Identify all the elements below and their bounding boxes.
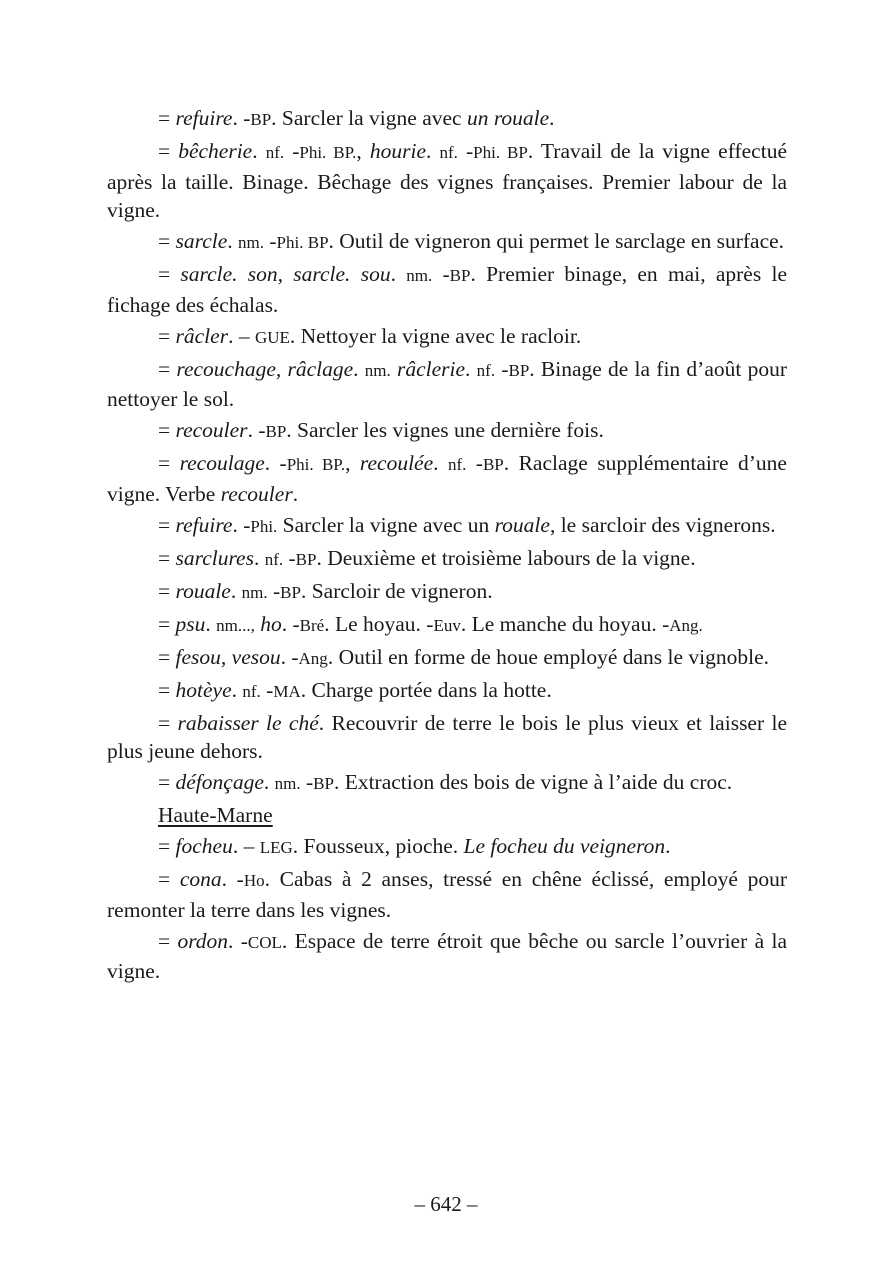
entry-text: . Binage de la fin d’août pour nettoyer le sol.: [107, 356, 787, 411]
entry-text: .: [205, 611, 217, 636]
headword: Le focheu du veigneron: [463, 834, 666, 858]
source-abbreviation: GUE: [254, 327, 290, 347]
entry-text: =: [158, 451, 180, 475]
headword: défonçage: [175, 770, 264, 794]
entry-text: .: [231, 677, 243, 702]
headword: hourie: [369, 139, 427, 163]
entry-text: =: [158, 677, 176, 702]
entry-text: .: [230, 578, 242, 603]
source-abbreviation: nf.: [439, 143, 458, 162]
entry-text: . Deuxième et troisième labours de la vigne.: [316, 545, 696, 570]
entry-text: . Premier binage, en mai, après le fichage des échalas.: [107, 262, 787, 317]
source-abbreviation: Phi.: [250, 516, 278, 536]
source-abbreviation: COL: [247, 932, 282, 952]
headword: rouale: [494, 512, 550, 537]
entry-text: =: [158, 928, 178, 953]
dictionary-entry: [107, 768, 787, 799]
source-abbreviation: nf.: [265, 143, 285, 162]
entry-text: =: [158, 262, 181, 286]
entry-text: .: [390, 262, 407, 286]
source-abbreviation: nf.: [476, 360, 496, 380]
source-abbreviation: BP: [265, 422, 287, 441]
entry-text: . Cabas à 2 anses, tressé en chêne éclissé, employé pour remonter la terre dans les vignes.: [107, 867, 787, 922]
entry-text: =: [158, 229, 176, 253]
entry-text: . Sarcler les vignes une dernière fois.: [286, 418, 604, 442]
entry-text: . Le manche du hoyau. -: [460, 611, 670, 636]
source-abbreviation: BP: [250, 110, 272, 129]
entry-text: . –: [228, 323, 255, 348]
headword: fesou, vesou: [175, 644, 281, 669]
entry-text: . -: [228, 928, 248, 953]
entry-text: Sarcler la vigne avec un: [277, 512, 495, 537]
headword: rabaisser le ché: [177, 710, 319, 735]
source-abbreviation: BP: [482, 455, 504, 474]
entry-text: .: [252, 139, 266, 163]
entry-text: =: [158, 512, 176, 537]
entry-text: =: [158, 611, 176, 636]
entry-text: =: [158, 418, 176, 442]
dictionary-entry: [107, 927, 787, 986]
dictionary-entry: [107, 643, 787, 674]
headword: un roualе: [466, 106, 550, 130]
dictionary-entry: [107, 709, 787, 766]
source-abbreviation: LEG: [259, 838, 293, 857]
source-abbreviation: BP: [280, 582, 301, 602]
source-abbreviation: nm.: [364, 360, 391, 380]
section-heading-text: [158, 803, 273, 827]
entry-text: . –: [232, 834, 260, 858]
source-abbreviation: nf.: [242, 681, 261, 701]
source-abbreviation: Euv: [433, 615, 461, 635]
headword: refuire: [175, 106, 233, 130]
headword: ordon: [177, 928, 229, 953]
entry-text: .: [665, 834, 671, 858]
entry-text: .: [292, 481, 299, 506]
entry-text: .: [549, 106, 555, 130]
headword: sarcle: [175, 229, 228, 253]
entry-text: =: [158, 710, 178, 735]
dictionary-entry: [107, 260, 787, 319]
headword: recouler: [220, 481, 293, 506]
entry-text: .: [353, 356, 365, 381]
headword: sarclures: [175, 545, 254, 570]
headword: hotèye: [175, 677, 232, 702]
entry-text: .: [465, 356, 477, 381]
dictionary-entry: [107, 104, 787, 135]
source-abbreviation: MA: [273, 681, 301, 701]
dictionary-entry: [107, 355, 787, 414]
entry-text: . Charge portée dans la hotte.: [300, 677, 552, 702]
entry-text: . Outil de vigneron qui permet le sarclage en surface.: [328, 229, 785, 253]
dictionary-entry: [107, 137, 787, 225]
dictionary-entry: [107, 322, 787, 353]
entry-text: =: [158, 834, 176, 858]
entry-text: .: [426, 139, 440, 163]
source-abbreviation: nm.: [238, 233, 264, 252]
entry-text: =: [158, 323, 176, 348]
entry-text: -: [284, 139, 300, 163]
entry-text: ,: [345, 451, 360, 475]
entry-text: =: [158, 356, 177, 381]
headword: recoulée: [359, 451, 434, 475]
entry-text: .: [227, 229, 239, 253]
entry-text: -: [466, 451, 483, 475]
dictionary-entry: [107, 832, 787, 863]
entry-text: =: [158, 139, 179, 163]
source-abbreviation: Phi. BP: [473, 143, 528, 162]
entry-text: . Sarcler la vigne avec: [271, 106, 467, 130]
headword: râcler: [175, 323, 229, 348]
entry-text: . Extraction des bois de vigne à l’aide du croc.: [333, 770, 733, 794]
entry-text: . -: [232, 512, 251, 537]
entry-text: -: [283, 545, 296, 570]
source-abbreviation: nm.: [241, 582, 268, 602]
page-number: – 642 –: [414, 1192, 478, 1216]
entry-text: =: [158, 770, 176, 794]
source-abbreviation: nm.: [274, 774, 301, 793]
entry-text: . -: [280, 644, 299, 669]
dictionary-entry: [107, 511, 787, 542]
source-abbreviation: nm.: [406, 266, 433, 285]
entry-text: . -: [264, 451, 287, 475]
entry-text: -: [457, 139, 474, 163]
dictionary-entry: [107, 227, 787, 258]
entry-text: -: [495, 356, 509, 381]
source-abbreviation: Ang: [298, 648, 328, 668]
source-abbreviation: BP: [313, 774, 334, 793]
source-abbreviation: Bré: [299, 615, 325, 635]
headword: recouchage, râclage: [176, 356, 354, 381]
headword: sarcle. son, sarcle. sou: [180, 262, 391, 286]
entry-text: . -: [281, 611, 300, 636]
source-abbreviation: nm...,: [216, 615, 255, 635]
dictionary-entry: [107, 676, 787, 707]
entry-text: .: [433, 451, 448, 475]
entry-text: =: [158, 106, 176, 130]
entry-text: ,: [356, 139, 370, 163]
entry-text: =: [158, 644, 176, 669]
headword: refuire: [175, 512, 233, 537]
headword: cona: [179, 867, 222, 891]
dictionary-entry: [107, 416, 787, 447]
entry-text: -: [432, 262, 450, 286]
entry-text: =: [158, 545, 176, 570]
entry-text: . Travail de la vigne effectué après la taille. Binage. Bêchage des vignes françaises. Premier labour de la vigne.: [107, 139, 787, 222]
entry-text: . Recouvrir de terre le bois le plus vieux et laisser le plus jeune dehors.: [107, 710, 787, 763]
headword: psu: [175, 611, 206, 636]
dictionary-entry: [107, 449, 787, 508]
entry-text: Haute-Marne: [158, 803, 273, 827]
entry-text: . Espace de terre étroit que bêche ou sarcle l’ouvrier à la vigne.: [107, 928, 787, 983]
source-abbreviation: Ho: [243, 871, 265, 890]
headword: bêcherie: [178, 139, 253, 163]
headword: focheu: [175, 834, 233, 858]
entry-text: -: [267, 578, 281, 603]
headword: râclerie: [396, 356, 466, 381]
source-abbreviation: nf.: [264, 549, 284, 569]
headword: ho: [260, 611, 282, 636]
entry-text: . -: [221, 867, 244, 891]
headword: recouler: [175, 418, 248, 442]
headword: rouale: [175, 578, 231, 603]
source-abbreviation: Ang.: [669, 615, 703, 635]
source-abbreviation: BP: [295, 549, 317, 569]
entry-text: =: [158, 867, 180, 891]
source-abbreviation: Phi. BP: [276, 233, 329, 252]
source-abbreviation: Phi. BP.: [286, 455, 346, 474]
entry-text: -: [300, 770, 314, 794]
entry-text: .: [253, 545, 265, 570]
entry-text: . -: [247, 418, 266, 442]
entry-text: -: [260, 677, 274, 702]
entry-text: . Raclage supplémentaire d’une vigne. Verbe: [107, 451, 787, 506]
entry-text: . Le hoyau. -: [324, 611, 434, 636]
entry-text: .: [263, 770, 275, 794]
headword: recoulage: [179, 451, 265, 475]
entry-text: =: [158, 578, 176, 603]
source-abbreviation: BP: [449, 266, 471, 285]
source-abbreviation: nf.: [447, 455, 467, 474]
dictionary-entry: [107, 610, 787, 641]
entry-text: , le sarcloir des vignerons.: [549, 512, 776, 537]
dictionary-entry: [107, 577, 787, 608]
source-abbreviation: BP: [508, 360, 530, 380]
dictionary-text-column: [107, 104, 787, 986]
entry-text: . Sarcloir de vigneron.: [300, 578, 493, 603]
source-abbreviation: Phi. BP.: [299, 143, 357, 162]
section-heading: [107, 801, 787, 830]
dictionary-entry: [107, 544, 787, 575]
entry-text: -: [264, 229, 277, 253]
entry-text: . -: [232, 106, 251, 130]
dictionary-entry: [107, 865, 787, 924]
entry-text: . Nettoyer la vigne avec le racloir.: [289, 323, 582, 348]
entry-text: . Fousseux, pioche.: [292, 834, 464, 858]
entry-text: . Outil en forme de houe employé dans le vignoble.: [327, 644, 770, 669]
